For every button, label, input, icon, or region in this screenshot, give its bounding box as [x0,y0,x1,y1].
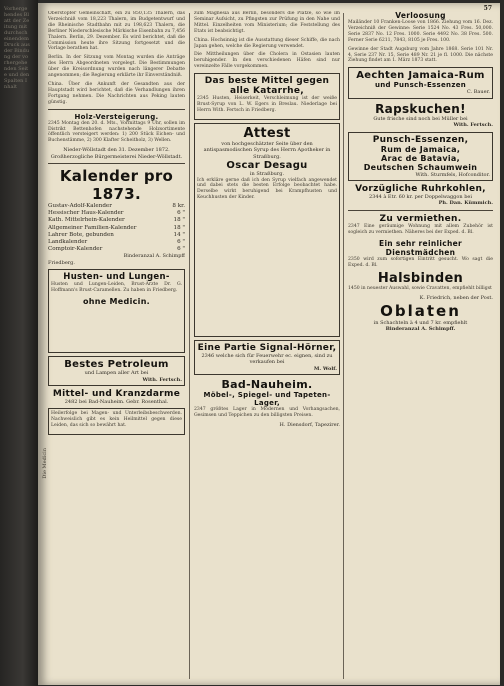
divider [48,109,185,110]
verloosung-text2: Gewinne der Stadt Augsburg vom Jahre 1868. Serie 101 Nr. 4, Serie 237 Nr. 15, Serie 489 Nr. 21 je fl. 1000. Die nächste Ziehung findet am 1. März 1873 statt. [348,46,493,64]
kalender-item [48,246,185,253]
ad-signal [194,340,340,375]
dienst-title: Ein sehr reinlicher Dienstmädchen [379,238,462,257]
verm-text: 2347 Eine geräumige Wohnung mit allem Zubehör ist sogleich zu vermiethen. Näheres bei der Exped. d. Bl. [348,223,493,235]
jamaica-sub: und Punsch-Essenzen [374,81,467,90]
punsch-line: Arac de Batavia, [381,153,460,163]
bad-sub: Möbel-, Spiegel- und Tapeten-Lager, [203,391,331,408]
kalender-item [48,217,185,224]
ad-husten-text: Husten und Lungen-Leiden, Brust-Ärzte Dr. G. Hoffmann's Brust-Caramellen. Zu haben in Friedberg. [51,282,182,294]
hals-seller: K. Friedrich, neben der Post. [419,295,493,302]
kalender-item-name: Allgemeiner Familien-Kalender [48,224,137,231]
verloosung-title: Verloosung [395,11,446,20]
article-paragraph: Oberstöpfer Gemeinschaft, ein zu 850,135 Thalern, das Verzeichniß vom 18,223 Thalern, im Budgetentwurf und die Rheinische Stadtbahn mit zu 198,623 Thalern, die Berliner Niederschlesische Märkische Eisenbahn zu 7,456 Thalern. Berlin, 29. Dezember. Es wird berichtet, daß die Commission heute ihre Sitzung fortgesetzt und die Vorlage berathen hat. [48,11,185,52]
heilerfolge-text: Heilerfolge bei Magen- und Unterleibsbeschwerden. Nachweislich gibt es kein Heilmittel gegen diese Leiden, das sich so bewährt hat. [51,411,182,429]
bad-text: 2347 größtes Lager in Modernen und Vorhangsachen, Gesimsen und Teppichen zu den billigsten Preisen. [194,407,340,418]
kalender-item-price: 6 " [177,246,185,253]
raps-text: Gute frische sind noch bei Müller bei [373,115,468,122]
raps-seller: With. Fertsch. [453,122,493,129]
column-right [348,11,493,679]
kalender-item [48,210,185,217]
attest-body: Ich erkläre gerne daß ich den Syrup vielfach angewendet und dabei stets die besten Erfolge beobachtet habe. Derselbe wirkt beruhigend bei Krampfhusten und Keuchhusten der Kinder. [197,177,337,201]
ad-jamaica [348,67,493,98]
holz-place: Nieder-Wöllstadt den 31. Dezember 1872. [63,147,170,154]
spine-bleed-text: Vorhergehendes Blatt der Zeitung mit durchscheinendem Druck aus der Bindung der vorhergehenden Seite und den Spalten Inhalt [4,6,30,90]
signal-title: Eine Partie Signal-Hörner, [197,342,337,353]
oblaten-text: in Schachteln à 4 und 7 kr. empfiehlt [373,319,468,326]
petroleum-sub: und Lampen aller Art bei [84,370,149,377]
punsch-seller: With. Sturmfels, Hofconditor. [415,171,490,178]
raps-title: Rapskuchen! [375,101,466,116]
holz-title: Holz-Versteigerung. [74,112,159,121]
katarrh-text: 2345 Husten, Heiserkeit, Verschleimung ist der weiße Brust-Syrup von L. W. Egers in Breslau. Niederlage bei Herrn With. Fertsch in Friedberg. [197,96,337,113]
kalender-item-price: 18 " [173,224,185,231]
ad-medicine: ohne Medicin. [82,297,151,307]
ad-husten [48,269,185,353]
divider [48,163,185,164]
side-label: Die Medicin [42,448,48,479]
ad-attest [194,123,340,337]
holz-sign: Großherzogliche Bürgermeisterei Nieder-Wöllstadt. [50,153,183,160]
bad-title: Bad-Nauheim. [221,378,313,392]
mittel-title: Mittel- und Kranzdarme [52,389,181,400]
signal-text: 2346 welche sich für Feuerwehr ec. eignen, sind zu verkaufen bei [201,352,333,366]
holz-text: 2345 Montag den 20. d. Mts., Vormittags 9 Uhr, sollen im Distrikt Bettenhofen nachstehende Holzsortimente öffentlich versteigert werden: 1) 200 Stück Eichen- und Buchenstämme, 2) 300 Klafter Scheitholz, 3) Wellen. [48,120,185,144]
book-spine [0,0,38,686]
punsch-line: Rum de Jamaica, [380,144,461,154]
column-middle [194,11,340,679]
jamaica-seller: C. Bauer. [466,89,490,96]
kalender-list [48,203,185,253]
article-paragraph: Die Mittheilungen über die Cholera in Ostasien lauten beruhigender. In den verschiedenen Häfen sind nur vereinzelte Fälle vorgekommen. [194,52,340,70]
kalender-item-name: Comptoir-Kalender [48,246,103,253]
ruhr-text: 2344 à Etr. 60 kr. per Doppelwaggon bei [369,193,472,200]
petroleum-title: Bestes Petroleum [64,359,169,371]
kalender-item [48,232,185,239]
kalender-item-price: 18 " [173,217,185,224]
katarrh-title: Das beste Mittel gegen alle Katarrhe, [204,76,330,97]
attest-text: von hochgeschätzter Seite über den antispasmodischen Syrup des Herrn Apotheker in Straßburg. [203,140,331,160]
doctor-name: Oscar Desagu [226,160,308,172]
punsch-line: Deutschen Schaumwein [363,162,478,172]
ad-petroleum [48,356,185,386]
newspaper-page [38,3,500,685]
ad-husten-title: Husten- und Lungen- [63,272,170,283]
column-rule [189,13,190,679]
verm-title: Zu vermiethen. [379,213,462,224]
column-rule [343,13,344,679]
kalender-city: Friedberg. [48,259,75,266]
ruhr-seller: Ph. Dan. Kümmich. [438,200,493,207]
dienst-text: 2350 wird zum sofortigen Eintritt gesucht. Wo sagt die Exped. d. Bl. [348,256,493,268]
kalender-item-name: Landkalender [48,239,88,246]
kalender-item-price: 14 " [173,231,185,238]
ruhr-title: Vorzügliche Ruhrkohlen, [355,183,486,194]
ad-punsch [348,132,493,181]
petroleum-seller: With. Fertsch. [142,376,182,383]
ad-katarrh [194,73,340,120]
hals-text: 1450 in neuester Auswahl, sowie Cravatten, empfiehlt billigst [348,286,492,292]
kalender-item-price: 6 " [177,210,185,217]
kalender-seller: Binderanzal A. Schimpff [123,253,185,260]
attest-title: Attest [243,125,291,141]
hals-title: Halsbinden [377,271,464,287]
article-paragraph: Berlin. In der Sitzung vom Montag wurden die Anträge des Herrn Abgeordneten vorgelegt. Die Bestimmungen über die Kreisordnung wurden nach längerer Debatte angenommen; die Regierung erklärte ihr Einverständniß. [48,55,185,79]
bad-seller: H. Diensdorf, Tapezirer. [279,421,340,428]
verloosung-text: Mailänder 10 Franken-Loose von 1866. Ziehung vom 16. Dez. Verzeichniß der Gewinne: Serie 1524 No. 43 Fres. 50,000. Serie 2837 No. 12 Fres. 1000. Serie 4492 No. 38 Fres. 500. Ferner Serie 6211, 7843, 8105 je Fres. 100. [348,20,493,43]
column-left [48,11,185,679]
article-paragraph: China. Hochsinnig ist die Ausstattung dieser Schiffe, die nach Japan gehen, welche die Regierung verwendet. [194,37,340,49]
kalender-item [48,203,185,210]
oblaten-seller: Binderanzal A. Schimpff. [385,326,456,333]
oblaten-title: Oblaten [380,301,461,320]
kalender-item-name: Kath. Mittelrhein-Kalender [48,217,125,224]
article-paragraph: zum Magnesia aus Berlin, besonders die Plätze, so wie im Seminar Aufsicht, zu Pfingsten zur Prüfung in den Nahe und Mittel. Einzelheiten vom Ministerium; die Feststellung des Etats ist beabsichtigt. [194,11,340,34]
kalender-item [48,225,185,232]
article-china: China. Über die Ankunft der Gesandten aus der Hauptstadt wird berichtet, daß die Verhandlungen ihren Fortgang nehmen. Die Nachrichten aus Peking lauten günstig. [48,81,185,105]
kalender-item-name: Gustav-Adolf-Kalender [48,203,112,210]
kalender-item-price: 8 kr. [172,203,185,210]
kalender-item-price: 6 " [177,239,185,246]
kalender-item [48,239,185,246]
jamaica-title: Aechten Jamaica-Rum [356,70,485,82]
kalender-item-name: Hessischer Haus-Kalender [48,210,124,217]
mittel-sub: 2482 bei Bad-Nauheim. Gebr. Rosenthal. [64,399,169,406]
ad-heilerfolge [48,408,185,435]
page-number: 57 [483,5,492,12]
divider [348,210,493,211]
doctor-place: in Straßburg. [249,171,285,178]
kalender-title: Kalender pro 1873. [59,167,174,204]
kalender-item-name: Lahrer Bote, gebunden [48,231,114,238]
punsch-title: Punsch-Essenzen, [372,134,469,145]
signal-seller: M. Wolf. [313,365,337,372]
